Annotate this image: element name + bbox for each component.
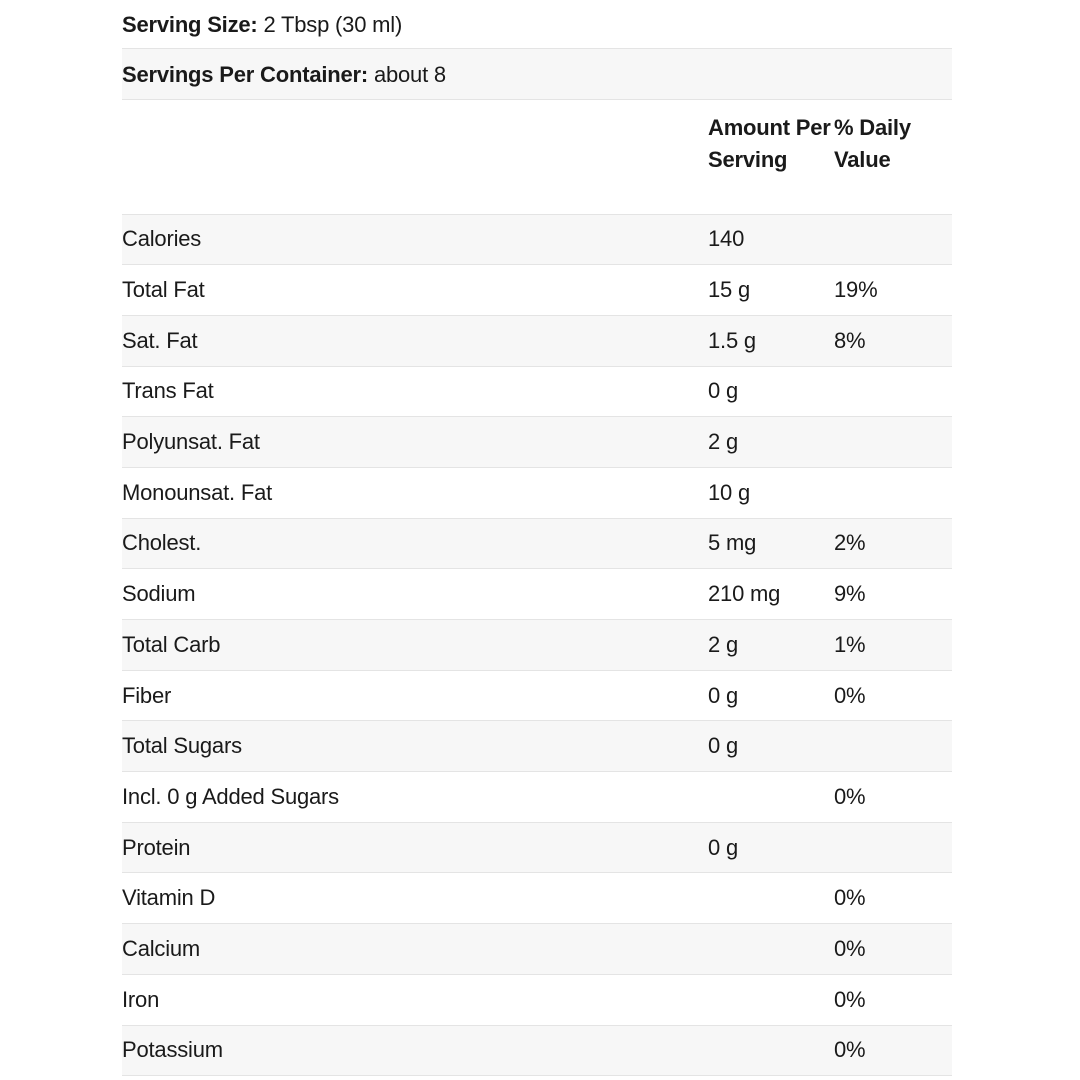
servings-per-container-row [122,49,952,100]
nutrition-facts-panel [122,0,952,1076]
nutrient-row [122,924,952,975]
nutrient-row [122,265,952,316]
nutrient-amount: 210 mg [708,569,834,620]
nutrient-row [122,974,952,1025]
nutrient-amount: 15 g [708,265,834,316]
nutrient-row [122,873,952,924]
serving-size-row [122,0,952,49]
nutrient-daily-value: 19% [834,265,952,316]
nutrient-name: Cholest. [122,518,708,569]
nutrient-daily-value: 1% [834,620,952,671]
nutrient-daily-value: 0% [834,924,952,975]
nutrient-daily-value: 2% [834,518,952,569]
nutrient-amount [708,1025,834,1076]
nutrient-name: Sodium [122,569,708,620]
nutrient-amount: 140 [708,214,834,265]
nutrient-amount: 0 g [708,670,834,721]
nutrient-row [122,721,952,772]
nutrient-name: Calcium [122,924,708,975]
nutrient-row [122,417,952,468]
nutrient-row [122,569,952,620]
nutrient-name: Sat. Fat [122,315,708,366]
servings-per-container-value: about 8 [368,62,446,87]
nutrient-daily-value: 0% [834,1025,952,1076]
nutrient-amount [708,924,834,975]
nutrient-amount: 0 g [708,721,834,772]
nutrient-amount: 1.5 g [708,315,834,366]
nutrient-amount: 2 g [708,620,834,671]
nutrient-amount [708,974,834,1025]
nutrient-row [122,366,952,417]
nutrient-name: Monounsat. Fat [122,467,708,518]
servings-per-container-label: Servings Per Container: [122,62,369,87]
nutrient-amount: 5 mg [708,518,834,569]
nutrient-daily-value: 0% [834,974,952,1025]
nutrient-row [122,772,952,823]
nutrient-name: Polyunsat. Fat [122,417,708,468]
nutrient-amount [708,873,834,924]
serving-size-value: 2 Tbsp (30 ml) [257,12,403,37]
nutrient-row [122,214,952,265]
nutrient-daily-value: 9% [834,569,952,620]
nutrient-name: Trans Fat [122,366,708,417]
nutrient-row [122,822,952,873]
nutrient-name: Iron [122,974,708,1025]
nutrient-row [122,620,952,671]
amount-per-serving-header: Amount Per Serving [708,100,834,214]
serving-size-label: Serving Size: [122,12,258,37]
nutrient-row [122,467,952,518]
nutrient-daily-value: 0% [834,772,952,823]
nutrient-daily-value [834,417,952,468]
nutrient-amount: 0 g [708,366,834,417]
nutrient-column-header [122,100,708,214]
nutrition-table [122,100,952,1076]
nutrient-name: Calories [122,214,708,265]
nutrient-daily-value [834,366,952,417]
nutrient-name: Incl. 0 g Added Sugars [122,772,708,823]
nutrient-daily-value [834,721,952,772]
nutrient-row [122,1025,952,1076]
nutrient-amount [708,772,834,823]
nutrient-daily-value [834,467,952,518]
nutrient-name: Total Sugars [122,721,708,772]
nutrition-table-header [122,100,952,214]
nutrient-name: Vitamin D [122,873,708,924]
nutrient-daily-value [834,822,952,873]
nutrient-daily-value [834,214,952,265]
nutrient-row [122,315,952,366]
daily-value-header: % Daily Value [834,100,952,214]
nutrient-name: Total Carb [122,620,708,671]
nutrient-row [122,518,952,569]
nutrient-name: Potassium [122,1025,708,1076]
nutrient-daily-value: 8% [834,315,952,366]
nutrient-daily-value: 0% [834,873,952,924]
nutrient-name: Total Fat [122,265,708,316]
nutrient-name: Protein [122,822,708,873]
nutrient-row [122,670,952,721]
nutrient-daily-value: 0% [834,670,952,721]
nutrient-amount: 2 g [708,417,834,468]
nutrient-amount: 10 g [708,467,834,518]
nutrient-name: Fiber [122,670,708,721]
nutrient-amount: 0 g [708,822,834,873]
